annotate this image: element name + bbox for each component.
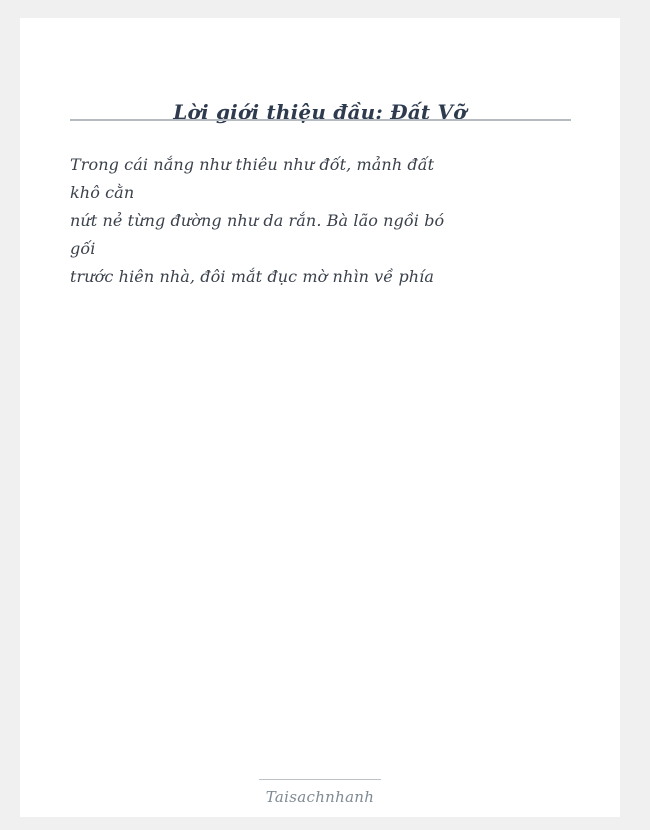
paragraph-line: trước hiên nhà, đôi mắt đục mờ nhìn về phía [70, 267, 435, 286]
document-page [20, 18, 620, 817]
page-footer [20, 779, 620, 806]
page-title: Lời giới thiệu đầu: Đất Vỡ [173, 100, 467, 124]
paragraph-line: khô cằn [70, 183, 135, 202]
paragraph [70, 151, 580, 291]
title-divider [70, 119, 571, 121]
footer-divider [259, 779, 381, 780]
footer-signature: Taisachnhanh [265, 788, 375, 806]
paragraph-line: nứt nẻ từng đường như da rắn. Bà lão ngồi bó [70, 211, 445, 230]
paragraph-line: Trong cái nắng như thiêu như đốt, mảnh đất [70, 155, 435, 174]
paragraph-line: gối [70, 239, 96, 258]
